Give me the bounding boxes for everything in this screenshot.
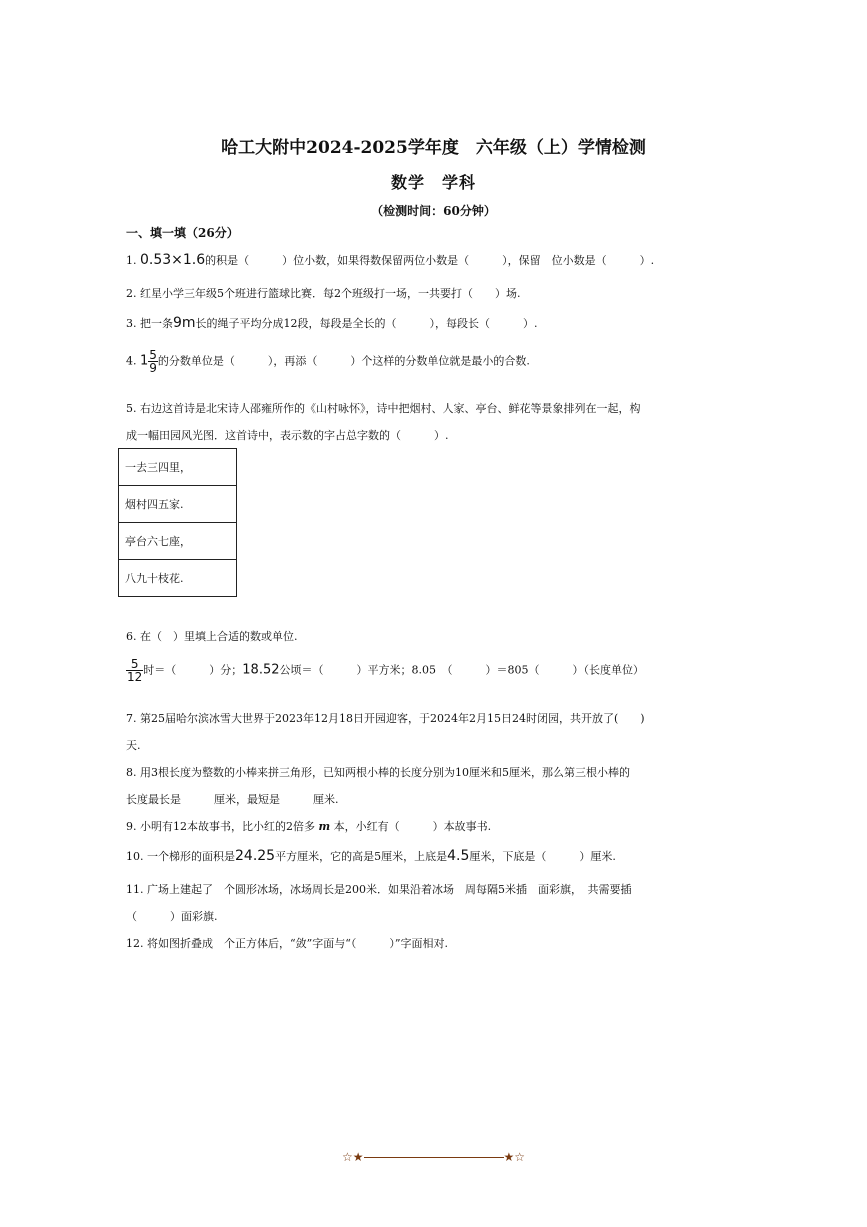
question-7-line-2: 天. [126,739,141,752]
question-8-line-2: 长度最长是 厘米，最短是 厘米. [126,793,339,806]
question-8-line-1: 8. 用3根长度为整数的小棒来拼三角形，已知两根小棒的长度分别为10厘米和5厘米，那么第三根小棒的 [126,766,630,779]
question-3-length: 9m [173,315,196,331]
question-4-whole: 1 [140,353,149,369]
question-7-line-1: 7. 第25届哈尔滨冰雪大世界于2023年12月18日开园迎客，于2024年2月15日24时闭园，共开放了( ) [126,712,645,725]
question-1-expression: 0.53×1.6 [140,252,206,268]
footer-stars-right: ★☆ [503,1150,526,1164]
question-4-numerator: 5 [149,348,157,362]
question-3-prefix: 3. 把一条 [126,317,173,330]
poem-line-3: 亭台六七座， [119,523,237,560]
question-9-suffix: 本，小红有（ ）本故事书. [333,820,492,833]
question-10 [126,848,616,864]
poem-line-4: 八九十枝花. [119,560,237,597]
question-6-denominator: 12 [127,670,143,684]
question-4-text: 的分数单位是（ ），再添（ ）个这样的分数单位就是最小的合数. [157,354,530,368]
poem-line-1: 一去三四里， [119,449,237,486]
question-10-suffix: 厘米，下底是（ ）厘米. [469,850,616,863]
question-6-hectares: 18.52 [242,662,280,678]
question-9-variable: m [318,820,331,833]
question-9-prefix: 9. 小明有12本故事书，比小红的2倍多 [126,820,315,833]
question-9 [126,818,491,834]
question-6-part-1: 时＝（ ）分； [143,663,243,677]
question-12: 12. 将如图折叠成 个正方体后，“敛”字面与“（ ）”字面相对. [126,937,448,950]
question-6-fraction [126,658,143,683]
question-4-number: 4. [126,354,137,368]
question-11-line-1: 11. 广场上建起了 个圆形冰场，冰场周长是200米．如果沿着冰场 周每隔5米插 面彩旗， 共需要插 [126,883,632,896]
question-2: 2. 红星小学三年级5个班进行篮球比赛．每2个班级打一场，一共要打（ ）场. [126,287,521,300]
question-4-fraction [148,349,158,374]
question-3-text: 长的绳子平均分成12段，每段是全长的（ ），每段长（ ）. [195,317,538,330]
question-10-middle: 平方厘米，它的高是5厘米，上底是 [275,850,448,863]
footer-decoration [0,1150,867,1164]
section-title: 一、填一填（26分） [126,226,239,240]
question-10-top-base: 4.5 [447,848,470,864]
page-title: 哈工大附中2024-2025学年度 六年级（上）学情检测 [221,138,646,158]
question-6-blanks [126,658,644,683]
time-note: （检测时间：60分钟） [371,204,496,218]
question-4 [126,349,530,374]
question-1-text: 的积是（ ）位小数，如果得数保留两位小数是（ ），保留 位小数是（ ）. [205,254,655,267]
question-4-denominator: 9 [149,361,157,375]
question-6-prompt: 6. 在（ ）里填上合适的数或单位. [126,630,298,643]
question-10-area: 24.25 [235,848,276,864]
question-1 [126,252,654,268]
poem-line-2: 烟村四五家. [119,486,237,523]
poem-table [118,448,237,597]
question-6-numerator: 5 [126,658,143,671]
question-6-part-2: 公顷＝（ ）平方米；8.05 （ ）＝805（ ）（长度单位） [279,663,644,677]
footer-rule [364,1157,504,1158]
question-11-line-2: （ ）面彩旗. [126,910,218,923]
question-3 [126,315,538,331]
question-1-number: 1. [126,254,137,267]
question-10-prefix: 10. 一个梯形的面积是 [126,850,235,863]
question-5-line-2: 成一幅田园风光图．这首诗中，表示数的字占总字数的（ ）. [126,429,449,442]
question-5-line-1: 5. 右边这首诗是北宋诗人邵雍所作的《山村咏怀》，诗中把烟村、人家、亭台、鲜花等景象排列在一起，构 [126,402,641,415]
subject-heading: 数学 学科 [390,173,476,192]
footer-stars-left: ☆★ [341,1150,364,1164]
